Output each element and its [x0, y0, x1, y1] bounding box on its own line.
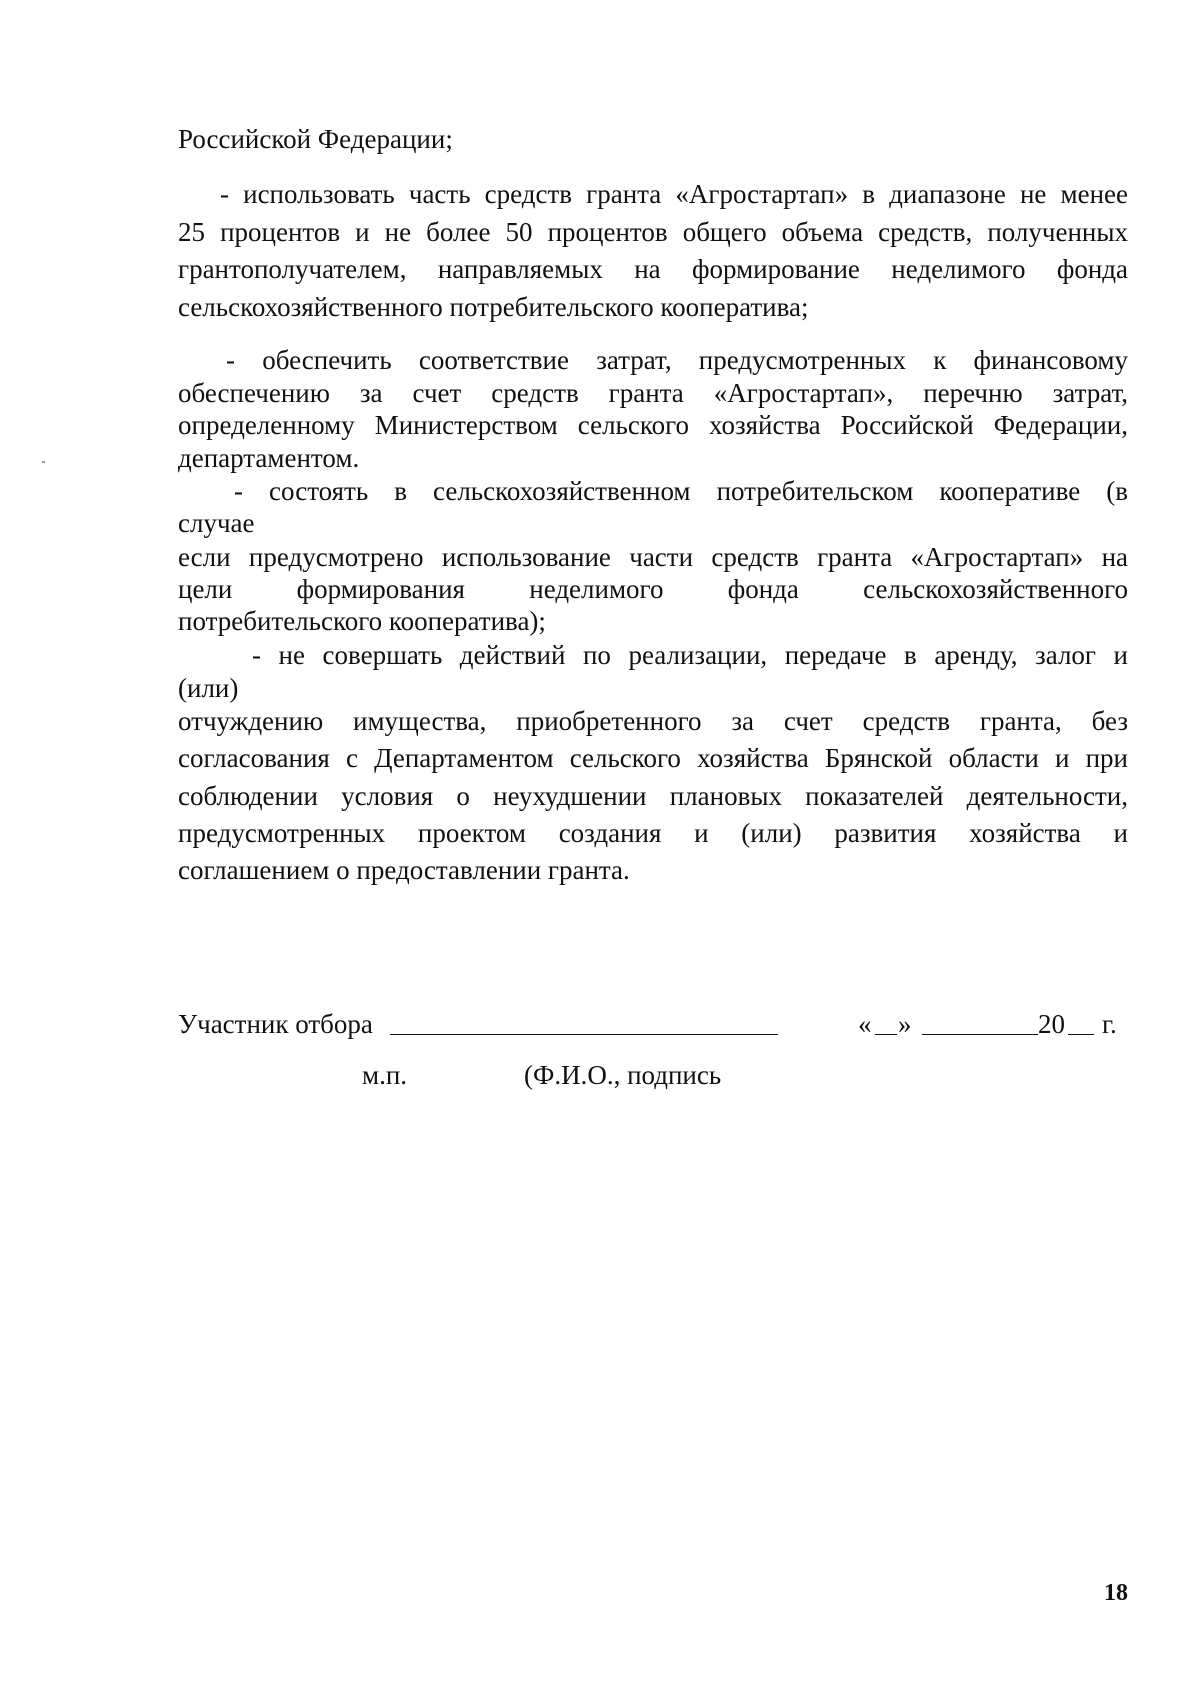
name-signature-hint: (Ф.И.О., подпись	[524, 1060, 722, 1090]
text-line: - обеспечить соответствие затрат, предусмотренных к финансовому	[226, 345, 1128, 375]
day-blank	[875, 1012, 897, 1035]
text-line: 25 процентов и не более 50 процентов общего объема средств, полученных	[178, 217, 1128, 247]
year-blank	[1068, 1012, 1094, 1035]
month-blank	[922, 1012, 1038, 1035]
text-line: грантополучателем, направляемых на формирование неделимого фонда	[178, 254, 1128, 284]
text-line: предусмотренных проектом создания и (или) развития хозяйства и	[178, 818, 1128, 848]
year-prefix: 20	[1038, 1009, 1065, 1039]
text-line: соглашением о предоставлении гранта.	[178, 855, 630, 885]
text-line: (или)	[178, 673, 239, 703]
year-suffix: г.	[1102, 1009, 1117, 1039]
text-line: обеспечению за счет средств гранта «Агростартап», перечню затрат,	[178, 378, 1128, 408]
text-line: - не совершать действий по реализации, передаче в аренду, залог и	[252, 640, 1128, 670]
date-open-quote: «	[858, 1009, 872, 1039]
text-line: случае	[178, 508, 255, 538]
text-line: отчуждению имущества, приобретенного за счет средств гранта, без	[178, 706, 1128, 736]
text-line: - использовать часть средств гранта «Агростартап» в диапазоне не менее	[220, 179, 1128, 209]
text-line: департаментом.	[178, 443, 360, 473]
text-line: соблюдении условия о неухудшении плановых показателей деятельности,	[178, 781, 1128, 811]
stamp-label: м.п.	[362, 1060, 408, 1090]
text-line: определенному Министерством сельского хозяйства Российской Федерации,	[178, 410, 1128, 440]
scan-speck	[42, 461, 45, 463]
text-line: - состоять в сельскохозяйственном потребительском кооперативе (в	[234, 476, 1128, 506]
participant-label: Участник отбора	[178, 1009, 373, 1039]
text-line: цели формирования неделимого фонда сельскохозяйственного	[178, 574, 1128, 604]
text-line: если предусмотрено использование части средств гранта «Агростартап» на	[178, 542, 1128, 572]
text-line: сельскохозяйственного потребительского кооператива;	[178, 292, 809, 322]
text-line: согласования с Департаментом сельского хозяйства Брянской области и при	[178, 743, 1128, 773]
date-close-quote: »	[898, 1009, 912, 1039]
text-line: Российской Федерации;	[178, 124, 453, 154]
text-line: потребительского кооператива);	[178, 606, 546, 636]
page-number: 18	[1104, 1580, 1128, 1606]
signature-line	[390, 1012, 778, 1035]
